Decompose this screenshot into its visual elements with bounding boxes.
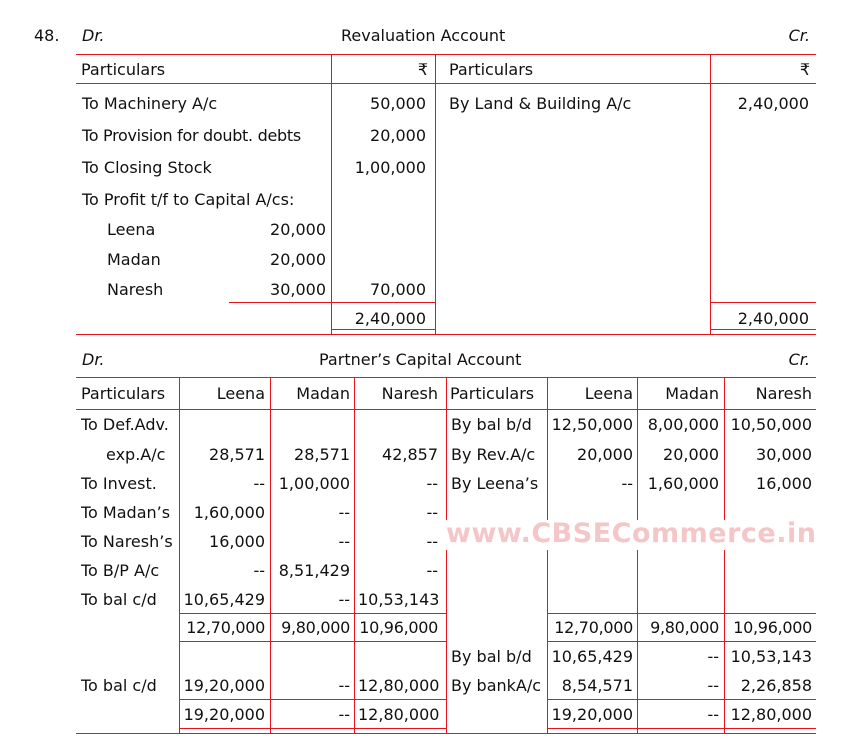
cap-debit-label: To bal c/d (81, 590, 157, 609)
cap-debit-leena: -- (253, 561, 265, 580)
cap-debit-naresh: 10,53,143 (358, 590, 440, 609)
cap-credit-label: By bal b/d (451, 647, 532, 666)
cap-total1-credit-leena: 12,70,000 (554, 618, 633, 637)
cap-debit-naresh: -- (426, 532, 438, 551)
cap-debit-madan: 8,51,429 (278, 561, 350, 580)
cap-credit-madan: -- (707, 647, 719, 666)
cap-total2-credit-naresh: 12,80,000 (730, 705, 812, 724)
profit-total: 70,000 (370, 280, 426, 299)
cap-debit-leena: 10,65,429 (183, 590, 265, 609)
cap-debit-madan: -- (338, 532, 350, 551)
cap-debit-leena: 16,000 (209, 532, 265, 551)
rev-title: Revaluation Account (341, 26, 506, 45)
rev-debit-amount: 50,000 (370, 94, 426, 113)
cap-debit-naresh: -- (426, 503, 438, 522)
rev-total-right: 2,40,000 (737, 309, 809, 328)
rule (179, 613, 446, 614)
rule (179, 641, 446, 642)
profit-partner-amount: 20,000 (270, 250, 326, 269)
rule (710, 302, 816, 303)
rule (76, 733, 816, 734)
rule (637, 377, 638, 733)
cap-header-naresh-right: Naresh (755, 384, 812, 403)
profit-partner-amount: 30,000 (270, 280, 326, 299)
rule (229, 302, 435, 303)
rule (547, 377, 548, 733)
rule (547, 728, 816, 729)
rule (270, 377, 271, 733)
cap-debit-naresh: -- (426, 474, 438, 493)
rule (331, 54, 332, 334)
rev-cr-label: Cr. (788, 26, 810, 45)
cap-credit-madan: -- (707, 676, 719, 695)
cap-credit-leena: 8,54,571 (561, 676, 633, 695)
cap-debit-leena: 1,60,000 (193, 503, 265, 522)
cap-total2-credit-leena: 19,20,000 (551, 705, 633, 724)
cap-debit-label: exp.A/c (106, 445, 166, 464)
rev-debit-label: To Profit t/f to Capital A/cs: (82, 190, 295, 209)
cap-debit-naresh: 42,857 (382, 445, 438, 464)
cap-credit-leena: 10,65,429 (551, 647, 633, 666)
cap-total1-debit-leena: 12,70,000 (186, 618, 265, 637)
rule (710, 329, 816, 330)
cap-total2-debit-madan: -- (338, 705, 350, 724)
cap-credit-naresh: 2,26,858 (740, 676, 812, 695)
cap-debit-leena: 19,20,000 (183, 676, 265, 695)
cap-credit-label: By bankA/c (451, 676, 542, 695)
rev-dr-label: Dr. (82, 26, 105, 45)
rev-debit-amount: 1,00,000 (354, 158, 426, 177)
rev-debit-label: To Provision for doubt. debts (82, 126, 301, 145)
rule (547, 699, 816, 700)
cap-header-leena: Leena (216, 384, 265, 403)
cap-credit-naresh: 16,000 (756, 474, 812, 493)
cap-debit-label: To B/P A/c (81, 561, 160, 580)
rule (76, 54, 816, 55)
cap-total1-credit-madan: 9,80,000 (650, 618, 719, 637)
cap-debit-naresh: 12,80,000 (358, 676, 440, 695)
cap-debit-madan: -- (338, 590, 350, 609)
cap-total1-credit-naresh: 10,96,000 (733, 618, 812, 637)
cap-header-madan: Madan (296, 384, 350, 403)
cap-debit-madan: 28,571 (294, 445, 350, 464)
cap-total1-debit-madan: 9,80,000 (281, 618, 350, 637)
rule (331, 329, 435, 330)
rule (354, 377, 355, 733)
cap-credit-madan: 1,60,000 (647, 474, 719, 493)
rev-header-particulars-right: Particulars (449, 60, 534, 79)
rev-header-rupee-left: ₹ (417, 60, 428, 79)
rule (724, 377, 725, 733)
cap-title: Partner’s Capital Account (319, 350, 522, 369)
cap-dr-label: Dr. (82, 350, 105, 369)
rule (435, 54, 436, 334)
rule (179, 377, 180, 733)
cap-debit-label: To Def.Adv. (81, 415, 169, 434)
cap-credit-label: By Rev.A/c (451, 445, 536, 464)
cap-header-leena-right: Leena (584, 384, 633, 403)
profit-partner-name: Leena (107, 220, 156, 239)
cap-credit-madan: 20,000 (663, 445, 719, 464)
cap-credit-label: By Leena’s (451, 474, 539, 493)
cap-header-madan-right: Madan (665, 384, 719, 403)
rule (710, 54, 711, 334)
cap-credit-leena: -- (621, 474, 633, 493)
cap-header-particulars-right: Particulars (450, 384, 535, 403)
rev-credit-label: By Land & Building A/c (449, 94, 632, 113)
rule (547, 641, 816, 642)
cap-debit-leena: -- (253, 474, 265, 493)
rev-total-left: 2,40,000 (354, 309, 426, 328)
rev-header-rupee-right: ₹ (799, 60, 810, 79)
cap-debit-label: To Invest. (81, 474, 157, 493)
rev-debit-label: To Machinery A/c (82, 94, 218, 113)
profit-partner-amount: 20,000 (270, 220, 326, 239)
cap-credit-leena: 20,000 (577, 445, 633, 464)
cap-debit-label: To bal c/d (81, 676, 157, 695)
cap-debit-madan: -- (338, 503, 350, 522)
rev-debit-label: To Closing Stock (82, 158, 212, 177)
rev-header-particulars-left: Particulars (81, 60, 166, 79)
cap-credit-madan: 8,00,000 (647, 415, 719, 434)
cap-debit-madan: 1,00,000 (278, 474, 350, 493)
cap-debit-madan: -- (338, 676, 350, 695)
cap-debit-label: To Naresh’s (81, 532, 173, 551)
rule (547, 613, 816, 614)
cap-total2-credit-madan: -- (707, 705, 719, 724)
cap-credit-naresh: 10,53,143 (730, 647, 812, 666)
cap-total2-debit-naresh: 12,80,000 (358, 705, 440, 724)
cap-header-particulars: Particulars (81, 384, 166, 403)
rev-credit-amount: 2,40,000 (737, 94, 809, 113)
cap-debit-leena: 28,571 (209, 445, 265, 464)
rule (446, 377, 447, 733)
rule (76, 83, 816, 84)
cap-debit-label: To Madan’s (81, 503, 171, 522)
rev-debit-amount: 20,000 (370, 126, 426, 145)
cap-credit-leena: 12,50,000 (551, 415, 633, 434)
cap-credit-naresh: 30,000 (756, 445, 812, 464)
cap-total1-debit-naresh: 10,96,000 (359, 618, 438, 637)
watermark: www.CBSECommerce.in (446, 518, 817, 549)
cap-total2-debit-leena: 19,20,000 (183, 705, 265, 724)
rule (179, 699, 446, 700)
cap-cr-label: Cr. (788, 350, 810, 369)
cap-credit-label: By bal b/d (451, 415, 532, 434)
question-number: 48. (34, 26, 60, 45)
profit-partner-name: Madan (107, 250, 161, 269)
cap-credit-naresh: 10,50,000 (730, 415, 812, 434)
profit-partner-name: Naresh (107, 280, 164, 299)
cap-debit-naresh: -- (426, 561, 438, 580)
cap-header-naresh: Naresh (381, 384, 438, 403)
rule (179, 728, 446, 729)
rule (76, 334, 816, 335)
